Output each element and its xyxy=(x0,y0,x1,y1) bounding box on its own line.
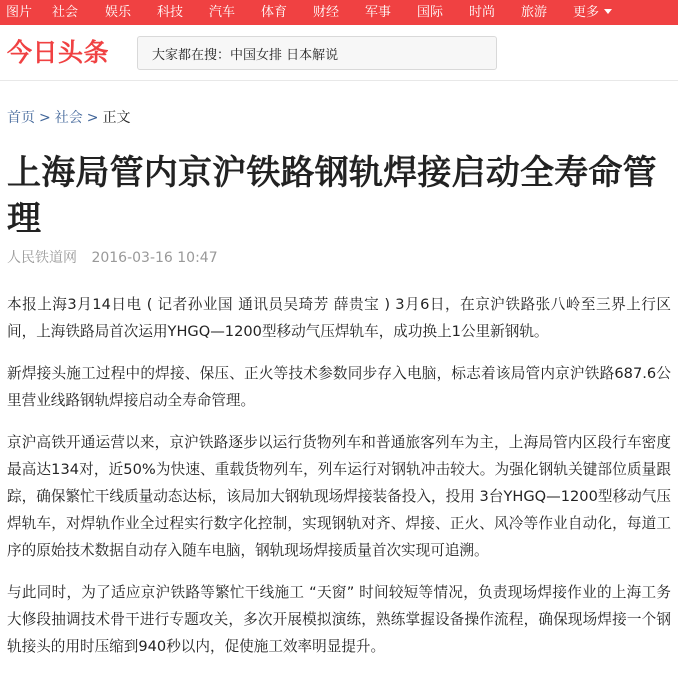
article-paragraph: 与此同时，为了适应京沪铁路等繁忙干线施工 “天窗” 时间较短等情况，负责现场焊接作业的上海工务大修段抽调技术骨干进行专题攻关，多次开展模拟演练，熟练掌握设备操作流程，确保现场焊接一个钢轨接头的用时压缩到940秒以内，促使施工效率明显提升。 xyxy=(7,584,671,655)
article-datetime: 2016-03-16 10:47 xyxy=(91,250,218,266)
article-paragraph: 本报上海3月14日电 ( 记者孙业国 通讯员吴琦芳 薛贵宝 ) 3月6日，在京沪铁路张八岭至三界上行区间，上海铁路局首次运用YHGQ—1200型移动气压焊轨车，成功换上1公里新钢轨。 xyxy=(7,296,671,340)
nav-item-auto[interactable]: 汽车 xyxy=(209,5,236,20)
article-body xyxy=(7,291,671,675)
nav-more-label: 更多 xyxy=(573,5,600,20)
nav-item-finance[interactable]: 财经 xyxy=(313,5,340,20)
nav-item-travel[interactable]: 旅游 xyxy=(521,5,548,20)
chevron-down-icon xyxy=(604,9,612,14)
breadcrumb-home[interactable]: 首页 xyxy=(7,110,35,126)
breadcrumb-current: 正文 xyxy=(102,110,131,126)
article-paragraph: 京沪高铁开通运营以来，京沪铁路逐步以运行货物列车和普通旅客列车为主，上海局管内区段行车密度最高达134对，近50%为快速、重载货物列车，列车运行对钢轨冲击较大。为强化钢轨关键部位质量跟踪，确保繁忙干线质量动态达标，该局加大钢轨现场焊接装备投入，投用 3台YHGQ—1200型移动气压焊轨车，对焊轨作业全过程实行数字化控制，实现钢轨对齐、焊接、正火、风冷等作业自动化，每道工序的原始技术数据自动存入随车电脑，钢轨现场焊接质量首次实现可追溯。 xyxy=(7,434,671,559)
breadcrumb-separator: > xyxy=(86,110,99,126)
breadcrumb-separator: > xyxy=(39,110,51,126)
search-box[interactable] xyxy=(137,36,497,70)
nav-item-more[interactable] xyxy=(573,0,612,25)
top-nav-bar xyxy=(0,0,678,25)
article-paragraph: 新焊接头施工过程中的焊接、保压、正火等技术参数同步存入电脑，标志着该局管内京沪铁路687.6公里营业线路钢轨焊接启动全寿命管理。 xyxy=(7,365,671,409)
article-source: 人民铁道网 xyxy=(7,250,77,266)
nav-item-entertainment[interactable]: 娱乐 xyxy=(105,5,132,20)
nav-item-fashion[interactable]: 时尚 xyxy=(469,5,496,20)
search-trending-text: 大家都在搜：中国女排 日本解说 xyxy=(152,47,339,63)
article-meta xyxy=(7,248,218,268)
nav-item-sports[interactable]: 体育 xyxy=(261,5,288,20)
nav-item-military[interactable]: 军事 xyxy=(365,5,392,20)
article-title: 上海局管内京沪铁路钢轨焊接启动全寿命管理 xyxy=(7,153,657,239)
breadcrumb xyxy=(7,108,130,128)
nav-item-society[interactable]: 社会 xyxy=(52,5,79,20)
site-logo[interactable]: 今日头条 xyxy=(7,38,110,67)
nav-item-tech[interactable]: 科技 xyxy=(157,5,184,20)
nav-item-pictures[interactable]: 图片 xyxy=(6,5,33,20)
breadcrumb-category[interactable]: 社会 xyxy=(54,110,83,126)
site-header xyxy=(0,25,678,81)
nav-item-international[interactable]: 国际 xyxy=(417,5,444,20)
